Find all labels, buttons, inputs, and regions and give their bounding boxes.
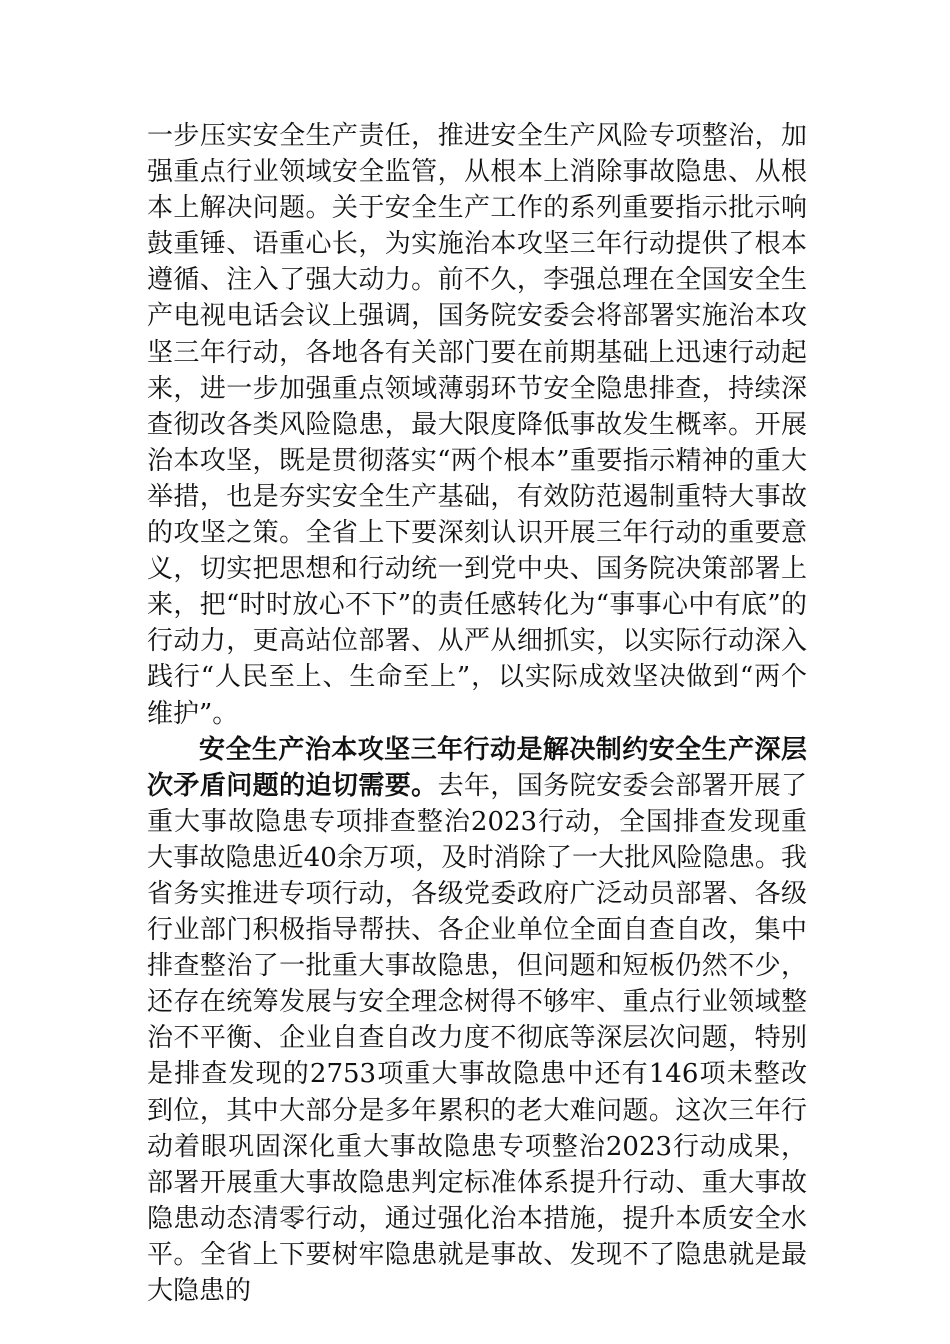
paragraph-lead-sentence: 安全生产治本攻坚三年行动是解决制约安全生产深层次矛盾问题的迫切需要。 <box>147 734 807 801</box>
document-body <box>147 118 807 1309</box>
paragraph-safety-campaign <box>147 732 807 1310</box>
paragraph-continued: 一步压实安全生产责任，推进安全生产风险专项整治，加强重点行业领域安全监管，从根本上消除事故隐患、从根本上解决问题。关于安全生产工作的系列重要指示批示响鼓重锤、语重心长，为实施治本攻坚三年行动提供了根本遵循、注入了强大动力。前不久，李强总理在全国安全生产电视电话会议上强调，国务院安委会将部署实施治本攻坚三年行动，各地各有关部门要在前期基础上迅速行动起来，进一步加强重点领域薄弱环节安全隐患排查，持续深查彻改各类风险隐患，最大限度降低事故发生概率。开展治本攻坚，既是贯彻落实“两个根本”重要指示精神的重大举措，也是夯实安全生产基础，有效防范遏制重特大事故的攻坚之策。全省上下要深刻认识开展三年行动的重要意义，切实把思想和行动统一到党中央、国务院决策部署上来，把“时时放心不下”的责任感转化为“事事心中有底”的行动力，更高站位部署、从严从细抓实，以实际行动深入践行“人民至上、生命至上”，以实际成效坚决做到“两个维护”。 <box>147 121 807 729</box>
paragraph-body-text: 去年，国务院安委会部署开展了重大事故隐患专项排查整治2023行动，全国排查发现重大事故隐患近40余万项，及时消除了一大批风险隐患。我省务实推进专项行动，各级党委政府广泛动员部署、各级行业部门积极指导帮扶、各企业单位全面自查自改，集中排查整治了一批重大事故隐患，但问题和短板仍然不少，还存在统筹发展与安全理念树得不够牢、重点行业领域整治不平衡、企业自查自改力度不彻底等深层次问题，特别是排查发现的2753项重大事故隐患中还有146项未整改到位，其中大部分是多年累积的老大难问题。这次三年行动着眼巩固深化重大事故隐患专项整治2023行动成果，部署开展重大事故隐患判定标准体系提升行动、重大事故隐患动态清零行动，通过强化治本措施，提升本质安全水平。全省上下要树牢隐患就是事故、发现不了隐患就是最大隐患的 <box>147 770 807 1306</box>
